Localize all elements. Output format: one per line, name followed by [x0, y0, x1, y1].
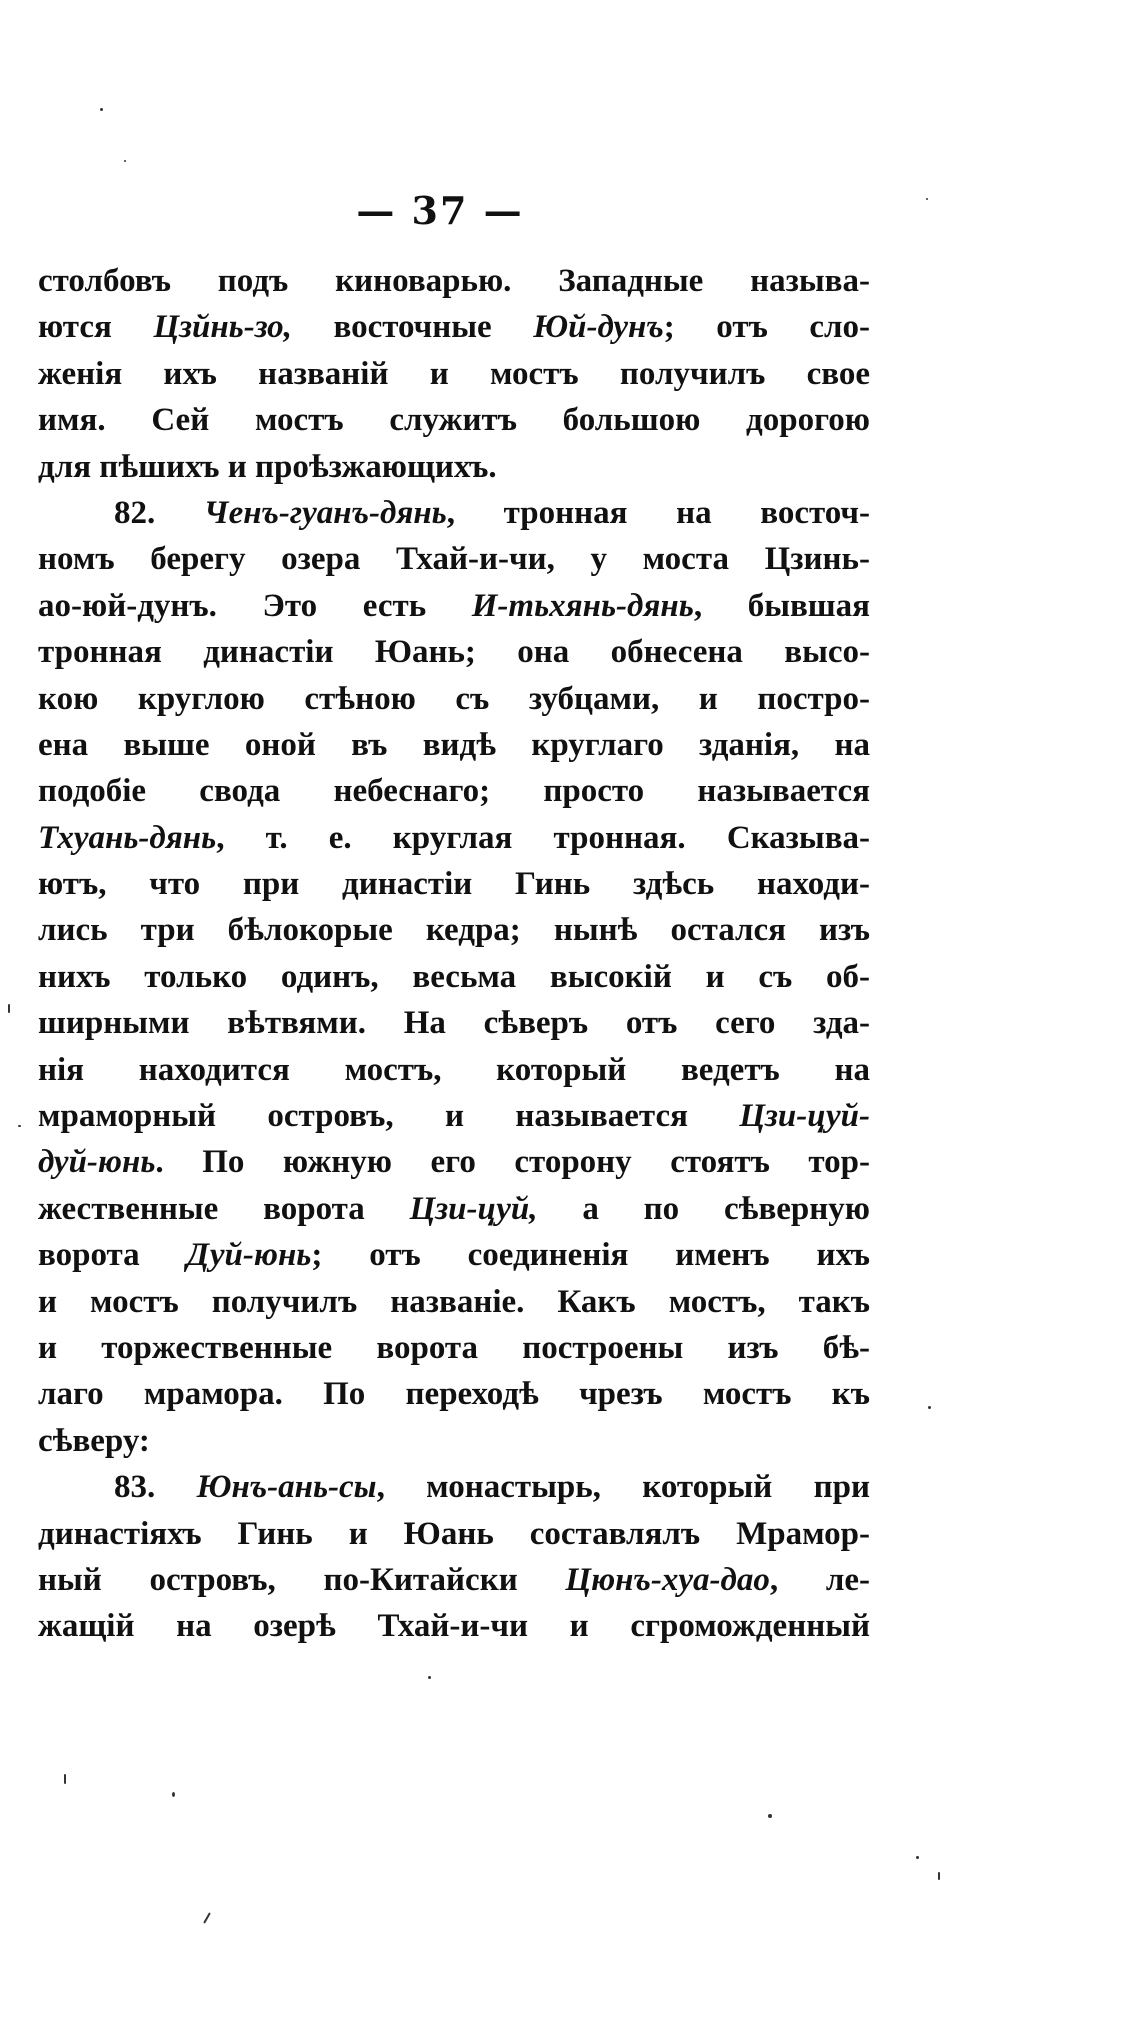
text-line [38, 722, 870, 768]
text-line [38, 1186, 870, 1232]
text-line [38, 1418, 870, 1464]
scan-speck [124, 160, 126, 162]
text-run: лись три бѣлокорые кедра; нынѣ остался изъ [38, 912, 870, 949]
scan-speck [938, 1872, 940, 1880]
text-run: ются [38, 309, 154, 346]
text-run: династіяхъ Гинь и Юань составлялъ Мрамор- [38, 1515, 870, 1552]
text-run: для пѣшихъ и проѣзжающихъ. [38, 448, 497, 485]
text-run: тронная династіи Юань; она обнесена высо- [38, 634, 870, 671]
scan-speck [203, 1912, 211, 1923]
text-run: номъ берегу озера Тхай-и-чи, у моста Цзинь- [38, 541, 870, 578]
text-run: нихъ только одинъ, весьма высокій и съ об- [38, 958, 870, 995]
text-line [38, 1047, 870, 1093]
text-line [38, 258, 870, 304]
italic-term: Дуй-юнь [186, 1237, 312, 1274]
text-run: ; отъ соединенія именъ ихъ [311, 1237, 870, 1274]
scan-speck [926, 198, 928, 200]
text-line [38, 444, 870, 490]
text-run: женія ихъ названій и мостъ получилъ свое [38, 355, 870, 392]
italic-term: Цзйнь-зо, [153, 309, 292, 346]
italic-term: Тхуань-дянь [38, 819, 217, 856]
text-line [38, 676, 870, 722]
text-run: , ле- [769, 1561, 870, 1598]
text-run: ена выше оной въ видѣ круглаго зданія, на [38, 726, 870, 763]
italic-term: дуй-юнь [38, 1144, 156, 1181]
text-line [38, 397, 870, 443]
body-text [38, 258, 870, 1650]
text-run: , т. е. круглая тронная. Сказыва- [216, 819, 870, 856]
text-line [38, 1464, 870, 1510]
scan-speck [172, 1792, 175, 1797]
text-run: ютъ, что при династіи Гинь здѣсь находи- [38, 866, 870, 903]
text-run: ширными вѣтвями. На сѣверъ отъ сего зда- [38, 1005, 870, 1042]
text-run: жащій на озерѣ Тхай-и-чи и сгроможденный [38, 1608, 870, 1645]
text-run: столбовъ подъ киноварью. Западные называ- [38, 263, 870, 299]
text-line [38, 490, 870, 536]
text-run: , бывшая [693, 587, 870, 624]
text-run: кою круглою стѣною съ зубцами, и постро- [38, 680, 870, 717]
text-line [38, 536, 870, 582]
text-run: ворота [38, 1237, 187, 1274]
scan-speck [100, 108, 103, 111]
text-run: ; отъ сло- [663, 309, 871, 346]
italic-term: Юнъ-ань-сы [196, 1469, 377, 1506]
text-line [38, 351, 870, 397]
scan-speck [428, 1676, 431, 1679]
scan-speck [64, 1774, 66, 1784]
text-run: а по сѣверную [537, 1190, 870, 1227]
text-line [38, 1093, 870, 1139]
text-line [38, 907, 870, 953]
text-line [38, 1557, 870, 1603]
text-run: подобіе свода небеснаго; просто называется [38, 773, 870, 810]
text-line [38, 1371, 870, 1417]
text-run: . По южную его сторону стоятъ тор- [155, 1144, 870, 1181]
text-run: имя. Сей мостъ служитъ большою дорогою [38, 402, 870, 439]
text-line [38, 1000, 870, 1046]
text-line [38, 815, 870, 861]
text-run: ный островъ, по-Китайски [38, 1561, 566, 1598]
text-line [38, 1232, 870, 1278]
text-run: восточные [291, 309, 534, 346]
text-line [38, 583, 870, 629]
italic-term: Юй-дунъ [533, 309, 664, 346]
text-run: мраморный островъ, и называется [38, 1098, 740, 1135]
text-run: и торжественные ворота построены изъ бѣ- [38, 1329, 870, 1366]
scan-speck [928, 1406, 931, 1409]
text-line [38, 1511, 870, 1557]
text-run: и мостъ получилъ названіе. Какъ мостъ, такъ [38, 1283, 870, 1320]
scan-speck [768, 1814, 772, 1818]
text-line [38, 304, 870, 350]
text-line [38, 1139, 870, 1185]
scan-speck [916, 1856, 919, 1859]
text-run: жественные ворота [38, 1190, 410, 1227]
text-line [38, 768, 870, 814]
page-number: — 37 — [356, 188, 524, 233]
text-run: 83. [114, 1469, 197, 1506]
text-line [38, 954, 870, 1000]
text-run: , монастырь, который при [376, 1469, 871, 1506]
text-line [38, 1325, 870, 1371]
scan-speck [8, 1004, 10, 1013]
text-line [38, 861, 870, 907]
italic-term: И-тьхянь-дянь [471, 587, 694, 624]
text-run: 82. [114, 494, 204, 531]
italic-term: Цюнъ-хуа-дао [565, 1561, 770, 1598]
text-run: нія находится мостъ, который ведетъ на [38, 1051, 870, 1088]
italic-term: Цзи-цуй, [409, 1190, 538, 1227]
italic-term: Ченъ-гуанъ-дянь [203, 494, 447, 531]
italic-term: Цзи-цуй- [739, 1098, 870, 1135]
text-run: лаго мрамора. По переходѣ чрезъ мостъ къ [38, 1376, 870, 1413]
text-line [38, 1603, 870, 1649]
text-run: , тронная на восточ- [446, 494, 871, 531]
text-run: ао-юй-дунъ. Это есть [38, 587, 472, 624]
text-line [38, 629, 870, 675]
scan-speck [18, 1125, 21, 1127]
text-line [38, 1279, 870, 1325]
text-run: сѣверу: [38, 1422, 150, 1459]
